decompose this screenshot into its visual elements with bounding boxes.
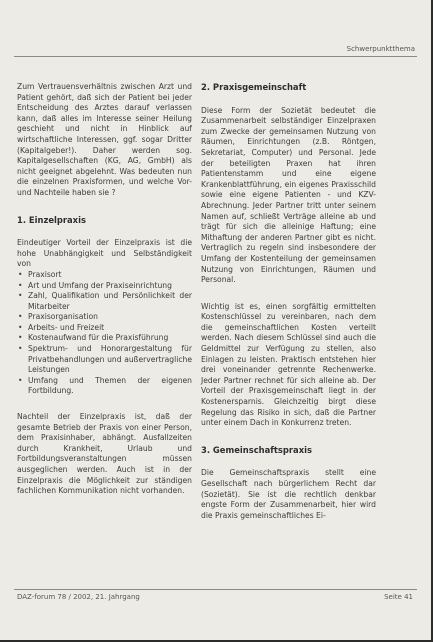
list-item: • Kostenaufwand für die Praxisführung xyxy=(17,333,192,344)
list-item: • Spektrum- und Honorargestaltung für Privatbehandlungen und außervertragliche Leistungen xyxy=(17,344,192,376)
list-item: • Zahl, Qualifikation und Persönlichkeit der Mitarbeiter xyxy=(17,291,192,312)
heading-praxisgemeinschaft: 2. Praxisgemeinschaft xyxy=(201,82,307,92)
list-item: • Art und Umfang der Praxiseinrichtung xyxy=(17,281,192,292)
journal-info: DAZ-forum 78 / 2002, 21. Jahrgang xyxy=(17,593,140,601)
right-column xyxy=(201,82,376,537)
intro-paragraph: Zum Vertrauensverhältnis zwischen Arzt und Patient gehört, daß sich der Patient bei jeder Entscheidung des Arztes darauf verlassen kann, daß alles im Interesse seiner Heilung geschieht und nicht in Hinblick auf wirtschaftliche Interessen, ggf. sogar Dritter (Kapitalgeber!). Daher werden sog. Kapitalgesellschaften (KG, AG, GmbH) als nicht geeignet abgelehnt. Was bedeuten nun die einzelnen Praxisformen, und welche Vor- und Nachteile haben sie ? xyxy=(17,82,192,197)
list-item: • Umfang und Themen der eigenen Fortbildung. xyxy=(17,376,192,397)
left-column xyxy=(17,82,192,513)
gemeinschaftspraxis-paragraph: Die Gemeinschaftspraxis stellt eine Gesellschaft nach bürgerlichem Recht dar (Sozietät). Sie ist die rechtlich denkbar engste Form der Zusammenarbeit, hier wird die Praxis gemeinschaftliches Ei- xyxy=(201,468,376,520)
einzelpraxis-disadvantage-paragraph: Nachteil der Einzelpraxis ist, daß der gesamte Betrieb der Praxis von einer Person, dem Praxisinhaber, abhängt. Ausfallzeiten durch Krankheit, Urlaub und Fortbildungsveranstaltungen müssen ausgeglichen werden. Auch ist in der Einzelpraxis die Möglichkeit zur ständigen fachlichen Kommunikation nicht vorhanden. xyxy=(17,412,192,496)
list-item: • Praxisorganisation xyxy=(17,312,192,323)
footer-divider xyxy=(14,589,417,590)
praxisgemeinschaft-paragraph-2: Wichtig ist es, einen sorgfältig ermittelten Kostenschlüssel zu vereinbaren, nach dem die gemeinschaftlichen Kosten verteilt werden. Nach diesem Schlüssel sind auch die Geldmittel zur Verfügung zu stellen, also Einlagen zu leisten. Praktisch entstehen hier drei voneinander getrennte Rechenwerke. Jeder Partner rechnet für sich alleine ab. Der Vorteil der Praxisgemeinschaft liegt in der Kostenersparnis. Gleichzeitig birgt diese Regelung das Risiko in sich, daß die Partner unter einem Dach in Konkurrenz treten. xyxy=(201,301,376,428)
advantages-list xyxy=(17,270,192,397)
page-number: Seite 41 xyxy=(384,593,413,601)
einzelpraxis-paragraph: Eindeutiger Vorteil der Einzelpraxis ist die hohe Unabhängigkeit und Selbständigkeit von xyxy=(17,238,192,269)
list-item: • Praxisort xyxy=(17,270,192,281)
heading-gemeinschaftspraxis: 3. Gemeinschaftspraxis xyxy=(201,444,312,455)
list-item: • Arbeits- und Freizeit xyxy=(17,323,192,334)
praxisgemeinschaft-paragraph-1: Diese Form der Sozietät bedeutet die Zusammenarbeit selbständiger Einzelpraxen zum Zwecke der gemeinsamen Nutzung von Räumen, Einrichtungen (z.B. Röntgen, Sekretariat, Computer) und Personal. Jede der beteiligten Praxen hat ihren Patientenstamm und eine eigene Krankenblattführung, ein eigenes Praxisschild sowie eine eigene Patienten - und KZV- Abrechnung. Jeder Partner tritt unter seinem Namen auf, schließt Verträge alleine ab und trägt für sich die alleinige Haftung; eine Mithaftung der anderen Partner gibt es nicht. Vertraglich zu regeln sind insbesondere der Umfang der Kostenteilung der gemeinsamen Nutzung von Einrichtungen, Räumen und Personal. xyxy=(201,105,376,285)
heading-einzelpraxis: 1. Einzelpraxis xyxy=(17,214,86,225)
header-divider xyxy=(14,56,417,57)
section-label: Schwerpunktthema xyxy=(346,45,415,53)
